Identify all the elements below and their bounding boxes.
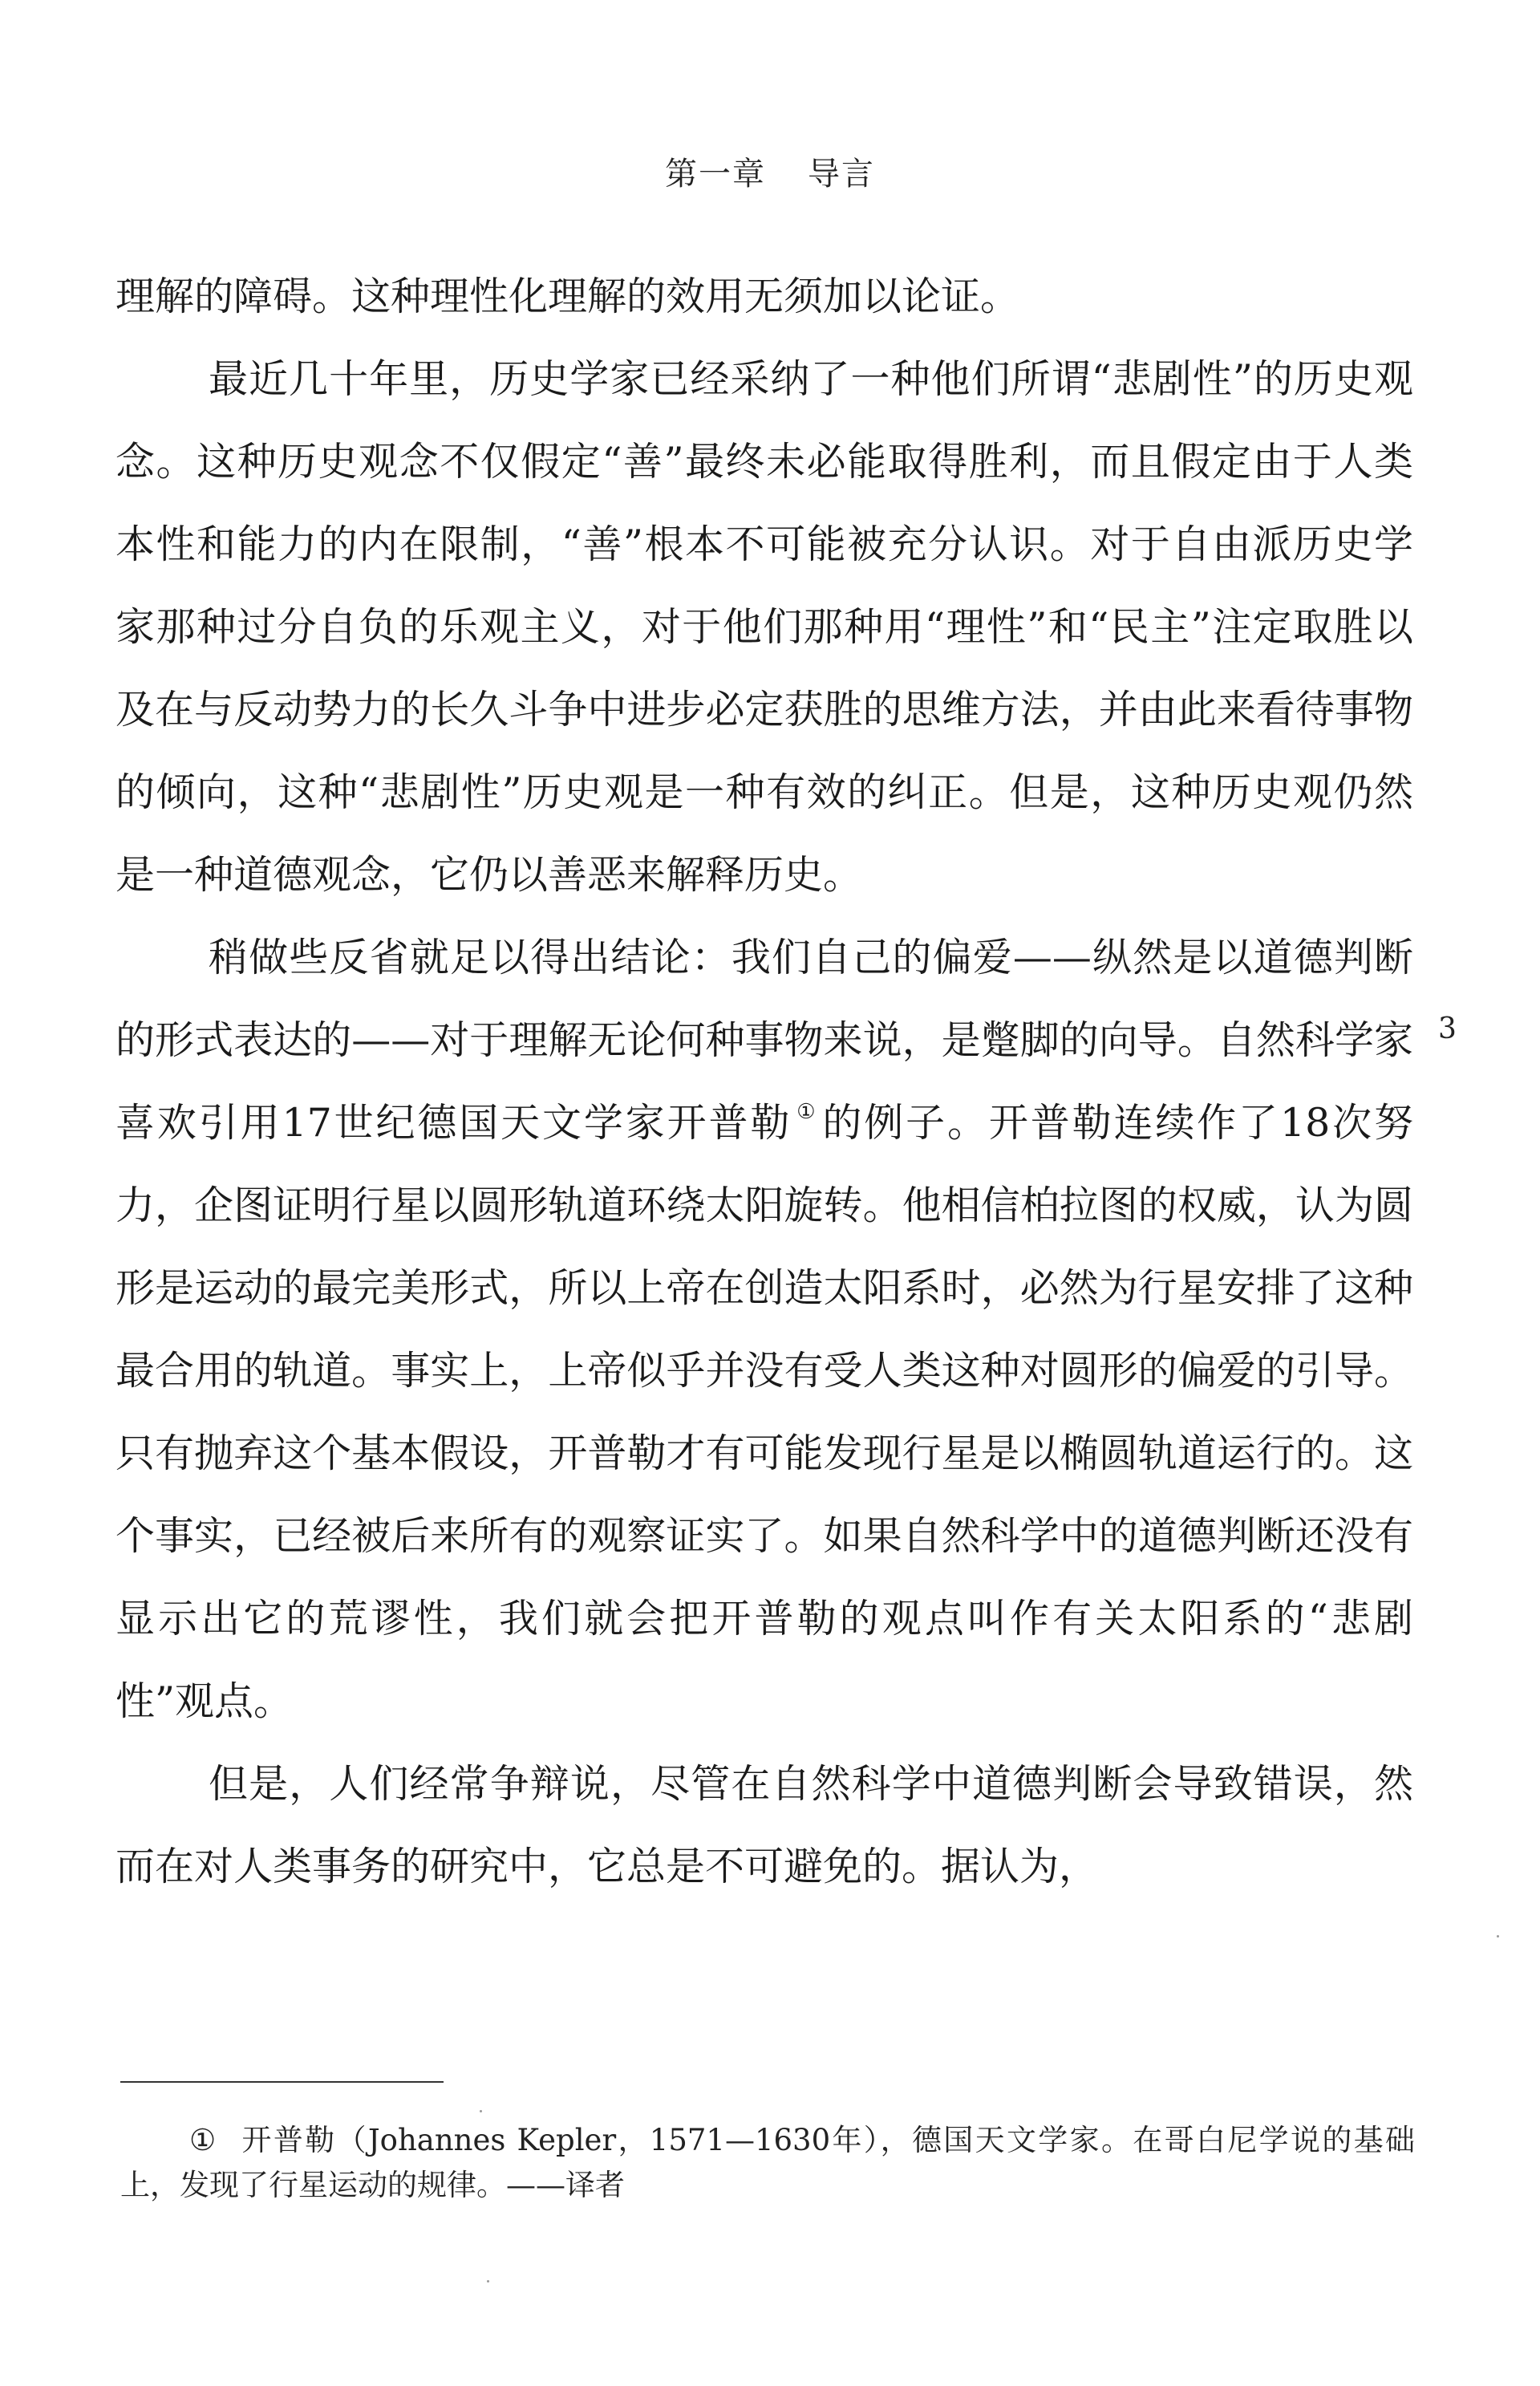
running-header bbox=[0, 148, 1540, 194]
footnote-separator bbox=[120, 2081, 444, 2083]
scan-speck bbox=[1497, 1935, 1499, 1938]
paragraph-2: 最近几十年里，历史学家已经采纳了一种他们所谓“悲剧性”的历史观念。这种历史观念不仅假定“善”最终未必能取得胜利，而且假定由于人类本性和能力的内在限制，“善”根本不可能被充分认识。对于自由派历史学家那种过分自负的乐观主义，对于他们那种用“理性”和“民主”注定取胜以及在与反动势力的长久斗争中进步必定获胜的思维方法，并由此来看待事物的倾向，这种“悲剧性”历史观是一种有效的纠正。但是，这种历史观仍然是一种道德观念，它仍以善恶来解释历史。 bbox=[116, 356, 1413, 898]
paragraph-1: 理解的障碍。这种理性化理解的效用无须加以论证。 bbox=[116, 274, 1020, 319]
scan-speck bbox=[480, 2110, 482, 2112]
paragraph-3 bbox=[116, 916, 1413, 1743]
chapter-label: 第一章 bbox=[665, 156, 766, 193]
paragraph-4: 但是，人们经常争辩说，尽管在自然科学中道德判断会导致错误，然而在对人类事务的研究中，它总是不可避免的。据认为， bbox=[116, 1761, 1413, 1889]
paragraph-3-part-2: 的例子。开普勒连续作了18次努力，企图证明行星以圆形轨道环绕太阳旋转。他相信柏拉图的权威，认为圆形是运动的最完美形式，所以上帝在创造太阳系时，必然为行星安排了这种最合用的轨道。事实上，上帝似乎并没有受人类这种对圆形的偏爱的引导。只有抛弃这个基本假设，开普勒才有可能发现行星是以椭圆轨道运行的。这个事实，已经被后来所有的观察证实了。如果自然科学中的道德判断还没有显示出它的荒谬性，我们就会把开普勒的观点叫作有关太阳系的“悲剧性”观点。 bbox=[116, 1100, 1413, 1724]
footnote-text: 开普勒（Johannes Kepler，1571—1630年），德国天文学家。在哥白尼学说的基础上，发现了行星运动的规律。——译者 bbox=[120, 2123, 1415, 2202]
body-text bbox=[116, 255, 1413, 1908]
paragraph-3-part-1: 稍做些反省就足以得出结论：我们自己的偏爱——纵然是以道德判断的形式表达的——对于理解无论何种事物来说，是蹩脚的向导。自然科学家喜欢引用17世纪德国天文学家开普勒 bbox=[116, 935, 1413, 1146]
chapter-title: 导言 bbox=[808, 156, 875, 193]
scan-speck bbox=[487, 2280, 489, 2283]
footnote-mark: ① bbox=[189, 2123, 217, 2157]
footnote-reference-mark: ① bbox=[796, 1100, 818, 1124]
margin-page-number: 3 bbox=[1438, 1012, 1457, 1045]
footnote bbox=[120, 2118, 1415, 2208]
